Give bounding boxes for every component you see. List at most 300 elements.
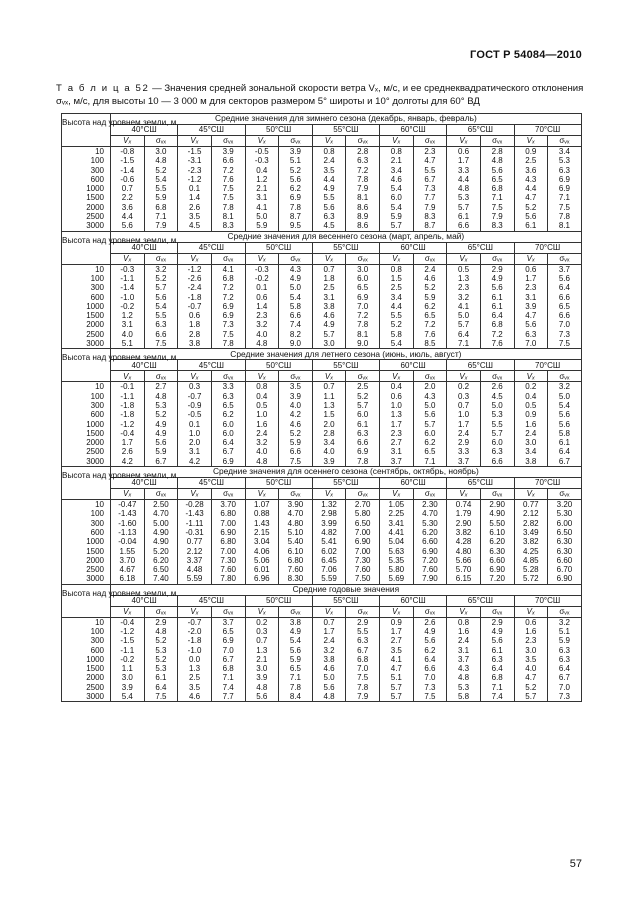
sigma-vx-text: σᵥₓ <box>357 607 368 617</box>
value-cell: -1.1 <box>111 392 145 401</box>
value-cell: 6.9 <box>548 175 582 184</box>
vx-symbol: Vₓ <box>245 606 279 617</box>
value-cell: 0.7 <box>312 617 346 627</box>
value-cell: 6.0 <box>413 429 447 438</box>
value-cell: 3.1 <box>380 447 414 456</box>
value-cell: -0.2 <box>245 274 279 283</box>
value-cell: 7.4 <box>480 692 514 702</box>
latitude-header: 55°СШ <box>312 125 379 136</box>
height-cell: 3000 <box>62 339 111 349</box>
value-cell: -1.5 <box>111 636 145 645</box>
value-cell: 0.6 <box>514 617 548 627</box>
sigma-vx-text: σᵥₓ <box>223 136 234 146</box>
value-cell: -0.47 <box>111 500 145 510</box>
latitude-header: 60°СШ <box>380 478 447 489</box>
sigma-vx-symbol <box>279 489 313 500</box>
value-cell: 0.9 <box>380 617 414 627</box>
value-cell: 6.10 <box>279 547 313 556</box>
sigma-vx-symbol <box>211 136 245 147</box>
value-cell: 6.3 <box>480 655 514 664</box>
table-row <box>62 203 582 212</box>
table-row <box>62 274 582 283</box>
value-cell: 1.1 <box>111 664 145 673</box>
section-header-row <box>62 349 582 360</box>
value-cell: 4.9 <box>144 429 178 438</box>
value-cell: 6.7 <box>346 646 380 655</box>
value-cell: 5.30 <box>413 519 447 528</box>
value-cell: 6.00 <box>548 519 582 528</box>
symbol-header-row <box>62 371 582 382</box>
value-cell: 7.5 <box>211 330 245 339</box>
value-cell: 7.2 <box>211 283 245 292</box>
table-row <box>62 392 582 401</box>
value-cell: 7.0 <box>514 339 548 349</box>
value-cell: 5.1 <box>111 339 145 349</box>
value-cell: -0.9 <box>178 401 212 410</box>
value-cell: 1.6 <box>514 420 548 429</box>
latitude-header: 70°СШ <box>514 478 581 489</box>
value-cell: 7.5 <box>144 692 178 702</box>
value-cell: 7.00 <box>346 528 380 537</box>
value-cell: 6.4 <box>144 683 178 692</box>
value-cell: 2.90 <box>480 500 514 510</box>
value-cell: 0.3 <box>447 392 481 401</box>
value-cell: -0.28 <box>178 500 212 510</box>
value-cell: 0.1 <box>178 420 212 429</box>
value-cell: 4.8 <box>245 339 279 349</box>
value-cell: -1.5 <box>178 147 212 157</box>
value-cell: 4.25 <box>514 547 548 556</box>
value-cell: 3.0 <box>514 438 548 447</box>
latitude-header: 60°СШ <box>380 242 447 253</box>
sigma-vx-text: σᵥₓ <box>424 254 435 264</box>
latitude-header: 70°СШ <box>514 360 581 371</box>
sigma-vx-text: σᵥₓ <box>492 489 503 499</box>
value-cell: 5.0 <box>312 673 346 682</box>
vx-symbol: Vₓ <box>312 606 346 617</box>
value-cell: 6.15 <box>447 574 481 584</box>
table-row <box>62 646 582 655</box>
value-cell: 7.1 <box>413 457 447 467</box>
value-cell: -1.43 <box>111 509 145 518</box>
value-cell: 5.5 <box>144 184 178 193</box>
value-cell: 3.8 <box>514 457 548 467</box>
height-cell: 1000 <box>62 420 111 429</box>
value-cell: 2.5 <box>380 283 414 292</box>
sigma-vx-symbol <box>480 253 514 264</box>
vx-symbol: Vₓ <box>380 136 414 147</box>
sigma-vx-symbol <box>413 606 447 617</box>
value-cell: 4.80 <box>447 547 481 556</box>
value-cell: 7.5 <box>413 692 447 702</box>
sigma-vx-text: σᵥₓ <box>492 371 503 381</box>
value-cell: 6.0 <box>346 410 380 419</box>
table-row <box>62 410 582 419</box>
value-cell: 7.7 <box>413 193 447 202</box>
height-cell: 100 <box>62 156 111 165</box>
value-cell: 3.2 <box>548 617 582 627</box>
sigma-vx-text: σᵥₓ <box>155 371 166 381</box>
value-cell: 5.8 <box>447 692 481 702</box>
value-cell: 3.5 <box>178 212 212 221</box>
latitude-header: 60°СШ <box>380 360 447 371</box>
latitude-header: 45°СШ <box>178 242 245 253</box>
value-cell: 1.32 <box>312 500 346 510</box>
value-cell: 1.3 <box>312 401 346 410</box>
value-cell: 5.3 <box>144 646 178 655</box>
value-cell: 6.8 <box>346 655 380 664</box>
value-cell: 6.3 <box>480 447 514 456</box>
value-cell: 6.6 <box>279 447 313 456</box>
value-cell: 6.90 <box>548 574 582 584</box>
sigma-vx-text: σᵥₓ <box>424 489 435 499</box>
value-cell: 2.5 <box>312 283 346 292</box>
sigma-vx-symbol <box>413 371 447 382</box>
value-cell: 6.6 <box>279 311 313 320</box>
value-cell: 2.8 <box>346 147 380 157</box>
value-cell: 0.0 <box>178 655 212 664</box>
value-cell: 6.7 <box>144 457 178 467</box>
value-cell: 5.6 <box>480 166 514 175</box>
value-cell: 2.4 <box>312 156 346 165</box>
latitude-header-row <box>62 595 582 606</box>
value-cell: 0.77 <box>178 537 212 546</box>
sigma-vx-text: σᵥₓ <box>559 136 570 146</box>
value-cell: 6.1 <box>480 646 514 655</box>
value-cell: 6.9 <box>211 457 245 467</box>
latitude-header-row <box>62 360 582 371</box>
table-row <box>62 683 582 692</box>
value-cell: 4.90 <box>480 509 514 518</box>
value-cell: 4.9 <box>480 627 514 636</box>
value-cell: 2.30 <box>413 500 447 510</box>
value-cell: 7.5 <box>548 339 582 349</box>
value-cell: 5.70 <box>447 565 481 574</box>
value-cell: 6.4 <box>548 447 582 456</box>
value-cell: -1.11 <box>178 519 212 528</box>
value-cell: 2.3 <box>514 283 548 292</box>
value-cell: 0.7 <box>245 636 279 645</box>
latitude-header-row <box>62 478 582 489</box>
value-cell: -1.2 <box>178 175 212 184</box>
sigma-vx-symbol <box>279 371 313 382</box>
value-cell: -1.0 <box>111 293 145 302</box>
value-cell: 7.0 <box>346 664 380 673</box>
value-cell: 1.6 <box>245 420 279 429</box>
value-cell: 6.3 <box>211 392 245 401</box>
table-row <box>62 636 582 645</box>
value-cell: 2.50 <box>144 500 178 510</box>
value-cell: 4.3 <box>447 664 481 673</box>
height-cell: 300 <box>62 519 111 528</box>
value-cell: 8.2 <box>279 330 313 339</box>
value-cell: 1.6 <box>447 627 481 636</box>
table-row <box>62 692 582 702</box>
value-cell: 6.7 <box>548 673 582 682</box>
value-cell: 0.7 <box>447 401 481 410</box>
vx-symbol: Vₓ <box>514 136 548 147</box>
vx-symbol: Vₓ <box>380 606 414 617</box>
value-cell: 7.6 <box>480 339 514 349</box>
value-cell: 5.7 <box>312 330 346 339</box>
value-cell: 4.8 <box>144 392 178 401</box>
section-header-row <box>62 114 582 125</box>
value-cell: 5.41 <box>312 537 346 546</box>
value-cell: 4.2 <box>178 457 212 467</box>
value-cell: 3.0 <box>312 339 346 349</box>
value-cell: 2.9 <box>144 617 178 627</box>
value-cell: -2.0 <box>178 627 212 636</box>
vx-symbol: Vₓ <box>245 136 279 147</box>
value-cell: 6.20 <box>480 537 514 546</box>
value-cell: -1.0 <box>178 646 212 655</box>
value-cell: 5.7 <box>480 429 514 438</box>
value-cell: 6.60 <box>548 556 582 565</box>
value-cell: -1.1 <box>111 274 145 283</box>
height-cell: 600 <box>62 175 111 184</box>
value-cell: 5.5 <box>144 311 178 320</box>
latitude-header: 45°СШ <box>178 595 245 606</box>
sigma-vx-text: σᵥₓ <box>492 607 503 617</box>
table-caption-text: — Значения средней зональной скорости ветра Vₓ, м/с, и ее среднеквадратического отклонения σᵥₓ, м/с, для высоты 10 — 3 000 м для секторов размером 5° широты и 10° долготы для 60° ВД <box>56 83 584 107</box>
value-cell: -1.5 <box>111 156 145 165</box>
value-cell: 6.3 <box>514 330 548 339</box>
value-cell: 2.4 <box>312 636 346 645</box>
value-cell: 5.04 <box>380 537 414 546</box>
value-cell: 4.3 <box>514 175 548 184</box>
value-cell: 4.9 <box>413 627 447 636</box>
value-cell: 7.8 <box>548 212 582 221</box>
height-cell: 1500 <box>62 429 111 438</box>
value-cell: 8.9 <box>346 212 380 221</box>
sigma-vx-text: σᵥₓ <box>492 136 503 146</box>
value-cell: 4.8 <box>245 457 279 467</box>
value-cell: 7.8 <box>211 203 245 212</box>
value-cell: 2.6 <box>413 617 447 627</box>
value-cell: -1.1 <box>111 646 145 655</box>
value-cell: 7.2 <box>211 293 245 302</box>
value-cell: 6.9 <box>548 184 582 193</box>
value-cell: 7.1 <box>144 212 178 221</box>
page-number: 57 <box>569 858 582 870</box>
value-cell: 6.80 <box>211 537 245 546</box>
value-cell: 5.9 <box>279 438 313 447</box>
sigma-vx-symbol <box>279 606 313 617</box>
table-row <box>62 193 582 202</box>
sigma-vx-text: σᵥₓ <box>290 254 301 264</box>
value-cell: 7.3 <box>548 692 582 702</box>
value-cell: 7.0 <box>346 302 380 311</box>
value-cell: 7.8 <box>346 320 380 329</box>
value-cell: 7.30 <box>211 556 245 565</box>
value-cell: 3.9 <box>279 392 313 401</box>
value-cell: 5.0 <box>279 283 313 292</box>
table-row <box>62 627 582 636</box>
height-cell: 2000 <box>62 320 111 329</box>
value-cell: 3.1 <box>447 646 481 655</box>
value-cell: 2.4 <box>245 429 279 438</box>
value-cell: 8.30 <box>279 574 313 584</box>
value-cell: 6.02 <box>312 547 346 556</box>
value-cell: 2.3 <box>514 636 548 645</box>
value-cell: 5.2 <box>514 683 548 692</box>
value-cell: 2.8 <box>178 330 212 339</box>
table-row <box>62 320 582 329</box>
value-cell: 6.1 <box>514 221 548 231</box>
value-cell: 5.1 <box>279 156 313 165</box>
value-cell: 3.1 <box>178 447 212 456</box>
value-cell: 1.3 <box>245 646 279 655</box>
value-cell: 6.7 <box>548 457 582 467</box>
table-row <box>62 547 582 556</box>
value-cell: 5.4 <box>380 184 414 193</box>
value-cell: 5.2 <box>380 320 414 329</box>
symbol-header-row <box>62 136 582 147</box>
value-cell: 2.5 <box>178 673 212 682</box>
sigma-vx-text: σᵥₓ <box>155 136 166 146</box>
sigma-vx-text: σᵥₓ <box>492 254 503 264</box>
value-cell: 6.3 <box>312 212 346 221</box>
value-cell: 7.00 <box>346 547 380 556</box>
value-cell: 2.5 <box>346 382 380 392</box>
value-cell: 7.40 <box>144 574 178 584</box>
sigma-vx-text: σᵥₓ <box>357 371 368 381</box>
value-cell: -1.13 <box>111 528 145 537</box>
value-cell: 5.5 <box>380 311 414 320</box>
latitude-header: 55°СШ <box>312 478 379 489</box>
value-cell: -2.3 <box>178 166 212 175</box>
value-cell: 6.8 <box>144 203 178 212</box>
value-cell: 6.7 <box>211 655 245 664</box>
value-cell: 7.06 <box>312 565 346 574</box>
value-cell: 5.8 <box>380 330 414 339</box>
value-cell: 6.5 <box>548 302 582 311</box>
value-cell: 3.70 <box>211 500 245 510</box>
value-cell: 3.9 <box>514 302 548 311</box>
value-cell: 5.2 <box>144 655 178 664</box>
sigma-vx-symbol <box>346 606 380 617</box>
value-cell: 2.15 <box>245 528 279 537</box>
vx-symbol: Vₓ <box>312 136 346 147</box>
value-cell: 5.7 <box>380 692 414 702</box>
value-cell: 6.9 <box>346 293 380 302</box>
vx-symbol: Vₓ <box>447 253 481 264</box>
value-cell: 4.6 <box>178 692 212 702</box>
vx-symbol: Vₓ <box>111 253 145 264</box>
height-cell: 100 <box>62 627 111 636</box>
value-cell: 7.9 <box>346 692 380 702</box>
latitude-header: 40°СШ <box>111 595 178 606</box>
value-cell: 7.00 <box>211 519 245 528</box>
value-cell: 0.5 <box>245 401 279 410</box>
latitude-header: 50°СШ <box>245 242 312 253</box>
value-cell: 6.6 <box>211 156 245 165</box>
value-cell: 7.5 <box>548 203 582 212</box>
sigma-vx-text: σᵥₓ <box>559 607 570 617</box>
value-cell: 5.0 <box>447 311 481 320</box>
sigma-vx-text: σᵥₓ <box>223 607 234 617</box>
value-cell: 0.6 <box>178 311 212 320</box>
value-cell: 3.0 <box>346 264 380 274</box>
value-cell: 5.4 <box>144 175 178 184</box>
latitude-header: 50°СШ <box>245 478 312 489</box>
value-cell: 4.7 <box>514 193 548 202</box>
value-cell: 6.0 <box>480 438 514 447</box>
value-cell: 4.6 <box>380 175 414 184</box>
value-cell: 5.6 <box>514 212 548 221</box>
value-cell: 5.66 <box>447 556 481 565</box>
value-cell: 3.7 <box>447 655 481 664</box>
value-cell: 0.6 <box>380 392 414 401</box>
value-cell: 6.01 <box>245 565 279 574</box>
value-cell: 5.6 <box>480 636 514 645</box>
value-cell: 5.35 <box>380 556 414 565</box>
vx-symbol: Vₓ <box>111 371 145 382</box>
value-cell: 0.1 <box>178 184 212 193</box>
height-cell: 300 <box>62 401 111 410</box>
value-cell: 5.0 <box>548 392 582 401</box>
value-cell: -1.60 <box>111 519 145 528</box>
height-cell: 2000 <box>62 438 111 447</box>
value-cell: 2.0 <box>312 420 346 429</box>
value-cell: 5.6 <box>312 683 346 692</box>
vx-symbol: Vₓ <box>447 606 481 617</box>
value-cell: 1.3 <box>178 664 212 673</box>
value-cell: 7.5 <box>346 673 380 682</box>
value-cell: 6.1 <box>346 420 380 429</box>
value-cell: 4.70 <box>279 509 313 518</box>
value-cell: 5.69 <box>380 574 414 584</box>
value-cell: 5.7 <box>413 420 447 429</box>
value-cell: 6.60 <box>413 537 447 546</box>
value-cell: 0.74 <box>447 500 481 510</box>
value-cell: -1.43 <box>178 509 212 518</box>
document-header: ГОСТ Р 54084—2010 <box>470 49 582 61</box>
value-cell: 3.5 <box>514 655 548 664</box>
value-cell: 0.7 <box>111 184 145 193</box>
value-cell: 6.80 <box>211 509 245 518</box>
table-row <box>62 330 582 339</box>
height-cell: 2000 <box>62 673 111 682</box>
value-cell: -0.5 <box>178 410 212 419</box>
latitude-header: 60°СШ <box>380 595 447 606</box>
value-cell: 2.7 <box>380 438 414 447</box>
value-cell: 2.2 <box>111 193 145 202</box>
table-row <box>62 212 582 221</box>
value-cell: 6.6 <box>548 293 582 302</box>
height-cell: 10 <box>62 264 111 274</box>
value-cell: 7.20 <box>480 574 514 584</box>
value-cell: 4.7 <box>380 664 414 673</box>
value-cell: 4.1 <box>380 655 414 664</box>
value-cell: 5.9 <box>144 447 178 456</box>
table-row <box>62 537 582 546</box>
value-cell: 6.2 <box>279 184 313 193</box>
height-cell: 600 <box>62 293 111 302</box>
value-cell: -2.4 <box>178 283 212 292</box>
sigma-vx-symbol <box>413 253 447 264</box>
vx-symbol: Vₓ <box>447 136 481 147</box>
value-cell: 5.4 <box>548 401 582 410</box>
value-cell: 1.0 <box>245 410 279 419</box>
value-cell: 2.70 <box>346 500 380 510</box>
sigma-vx-symbol <box>144 253 178 264</box>
value-cell: -1.2 <box>111 627 145 636</box>
latitude-header: 50°СШ <box>245 125 312 136</box>
value-cell: 2.5 <box>514 156 548 165</box>
section-title: Средние значения для весеннего сезона (март, апрель, май) <box>111 231 582 242</box>
value-cell: 6.6 <box>413 664 447 673</box>
